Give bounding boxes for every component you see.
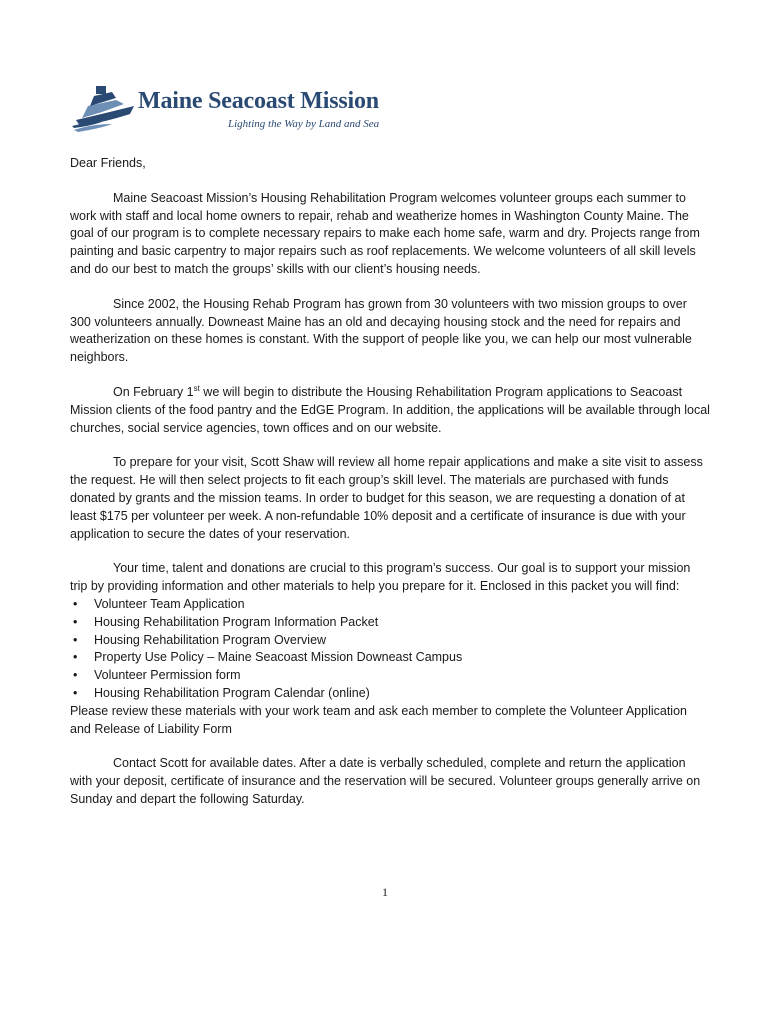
- page-number: 1: [382, 885, 388, 899]
- paragraph-program-history: Since 2002, the Housing Rehab Program has grown from 30 volunteers with two mission groups to over 300 volunteers annually. Downeast Maine has an old and decaying housing stock and the need for repairs and weatherization on these homes is constant. With the support of people like you, we can help our most vulnerable neighbors.: [70, 296, 692, 365]
- logo-organization-name: Maine Seacoast Mission: [138, 88, 379, 114]
- ship-icon: [72, 84, 138, 134]
- paragraph-visit-preparation: To prepare for your visit, Scott Shaw will review all home repair applications and make a site visit to assess the request. He will then select projects to fit each group’s skill level. The materials are purchased with funds donated by grants and the mission teams. In order to budget for this season, we are requesting a donation of at least $175 per volunteer per week. A non-refundable 10% deposit and a certificate of insurance is due with your application to secure the dates of your reservation.: [70, 455, 703, 541]
- list-item: • Volunteer Permission form: [70, 667, 710, 685]
- paragraph-applications: [70, 384, 710, 437]
- list-item: • Property Use Policy – Maine Seacoast Mission Downeast Campus: [70, 649, 710, 667]
- application-distribution-text: we will begin to distribute the Housing Rehabilitation Program applications to Seacoast Mission clients of the food pantry and the EdGE Program. In addition, the applications will be available through local churches, social service agencies, town offices and on our website.: [70, 384, 710, 435]
- letter-body: [70, 155, 710, 809]
- paragraph-scheduling: Contact Scott for available dates. After a date is verbally scheduled, complete and return the application with your deposit, certificate of insurance and the reservation will be secured. Volunteer groups generally arrive on Sunday and depart the following Saturday.: [70, 756, 701, 806]
- organization-logo: [72, 84, 382, 138]
- list-item: • Housing Rehabilitation Program Calendar (online): [70, 685, 710, 703]
- logo-tagline: Lighting the Way by Land and Sea: [228, 118, 380, 130]
- list-item: • Housing Rehabilitation Program Information Packet: [70, 614, 710, 632]
- ordinal-suffix: st: [193, 383, 200, 393]
- application-date-text: On February 1: [113, 384, 194, 399]
- paragraph-review-note: Please review these materials with your work team and ask each member to complete the Volunteer Application and Release of Liability Form: [70, 703, 687, 736]
- list-item: • Housing Rehabilitation Program Overview: [70, 632, 710, 650]
- enclosures-list: [70, 596, 710, 703]
- paragraph-program-intro: Maine Seacoast Mission’s Housing Rehabilitation Program welcomes volunteer groups each summer to work with staff and local home owners to repair, rehab and weatherize homes in Washington County Maine. The goal of our program is to complete necessary repairs to make each home safe, warm and dry. Projects range from painting and basic carpentry to major repairs such as roof replacements. We welcome volunteers of all skill levels and do our best to match the groups’ skills with our client’s housing needs.: [70, 190, 700, 276]
- paragraph-enclosures-intro: Your time, talent and donations are crucial to this program’s success. Our goal is to support your mission trip by providing information and other materials to help you prepare for it. Enclosed in this packet you will find:: [70, 561, 691, 594]
- list-item: • Volunteer Team Application: [70, 596, 710, 614]
- salutation: Dear Friends,: [70, 156, 146, 170]
